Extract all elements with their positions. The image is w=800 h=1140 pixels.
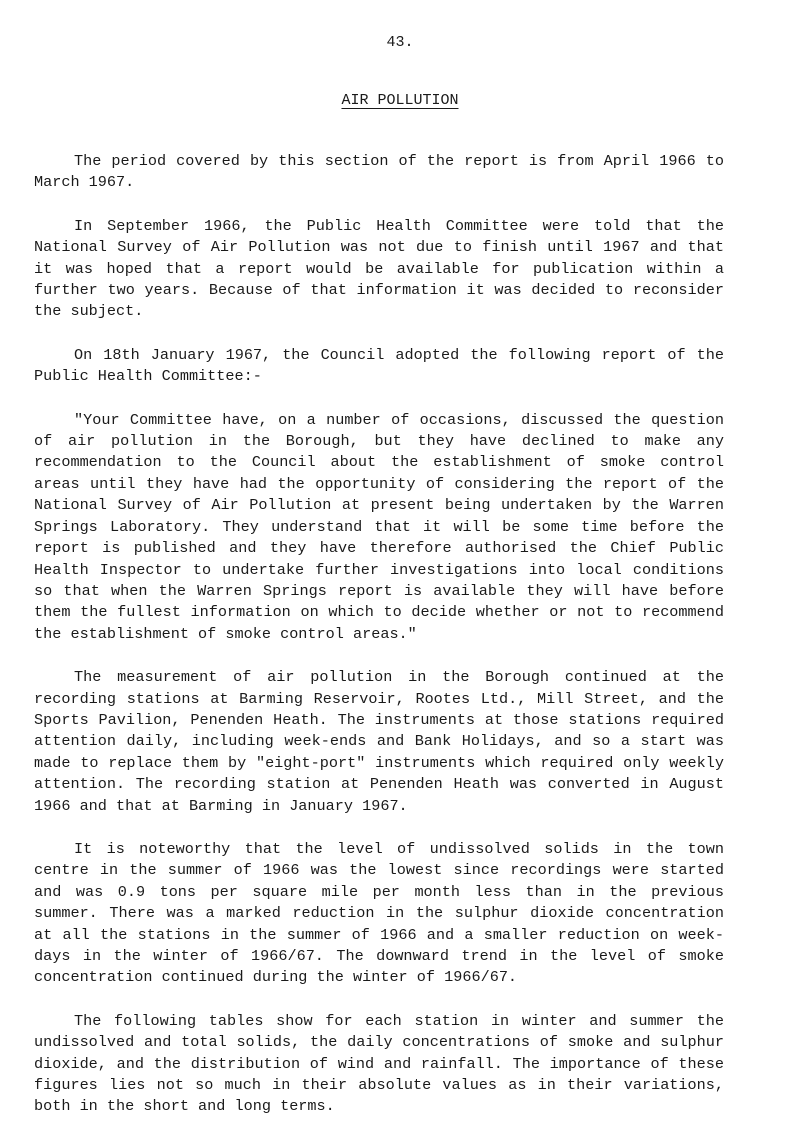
section-title-text: AIR POLLUTION [341, 92, 459, 109]
paragraph-national-survey: In September 1966, the Public Health Committee were told that the National Survey of Air Pollution was not due to finish until 1967 and that it was hoped that a report would be available for publication within a further two years. Because of that information it was decided to reconsider the subject. [34, 216, 724, 321]
paragraph-committee-report-quote: "Your Committee have, on a number of occasions, discussed the question of air pollution in the Borough, but they have declined to make any recommendation to the Council about the establishment of smoke control areas until they have had the opportunity of considering the report of the National Survey of Air Pollution at present being undertaken by the Warren Springs Laboratory. They understand that it will be some time before the report is published and they have therefore authorised the Chief Public Health Inspector to undertake further investigations into local conditions so that when the Warren Springs report is available they will have before them the fullest information on which to decide whether or not to recommend the establishment of smoke control areas." [34, 410, 724, 643]
paragraph-pollution-levels: It is noteworthy that the level of undissolved solids in the town centre in the summer of 1966 was the lowest since recordings were started and was 0.9 tons per square mile per month less than in the previous summer. There was a marked reduction in the sulphur dioxide concentration at all the stations in the summer of 1966 and a smaller reduction on week-days in the winter of 1966/67. The downward trend in the level of smoke concentration continued during the winter of 1966/67. [34, 839, 724, 987]
paragraph-recording-stations: The measurement of air pollution in the Borough continued at the recording stations at Barming Reservoir, Rootes Ltd., Mill Street, and the Sports Pavilion, Penenden Heath. The instruments at those stations required attention daily, including week-ends and Bank Holidays, and so a start was made to replace them by "eight-port" instruments which required only weekly attention. The recording station at Penenden Heath was converted in August 1966 and that at Barming in January 1967. [34, 668, 724, 815]
paragraph-following-tables: The following tables show for each station in winter and summer the undissolved and total solids, the daily concentrations of smoke and sulphur dioxide, and the distribution of wind and rainfall. The importance of these figures lies not so much in their absolute values as in their variations, both in the short and long terms. [34, 1011, 724, 1116]
section-title [0, 92, 800, 109]
paragraph-period: The period covered by this section of the report is from April 1966 to March 1967. [34, 152, 724, 192]
paragraph-council-adopted: On 18th January 1967, the Council adopted the following report of the Public Health Committee:- [34, 345, 724, 386]
page-number: 43. [386, 34, 414, 51]
body-text [34, 151, 724, 1140]
